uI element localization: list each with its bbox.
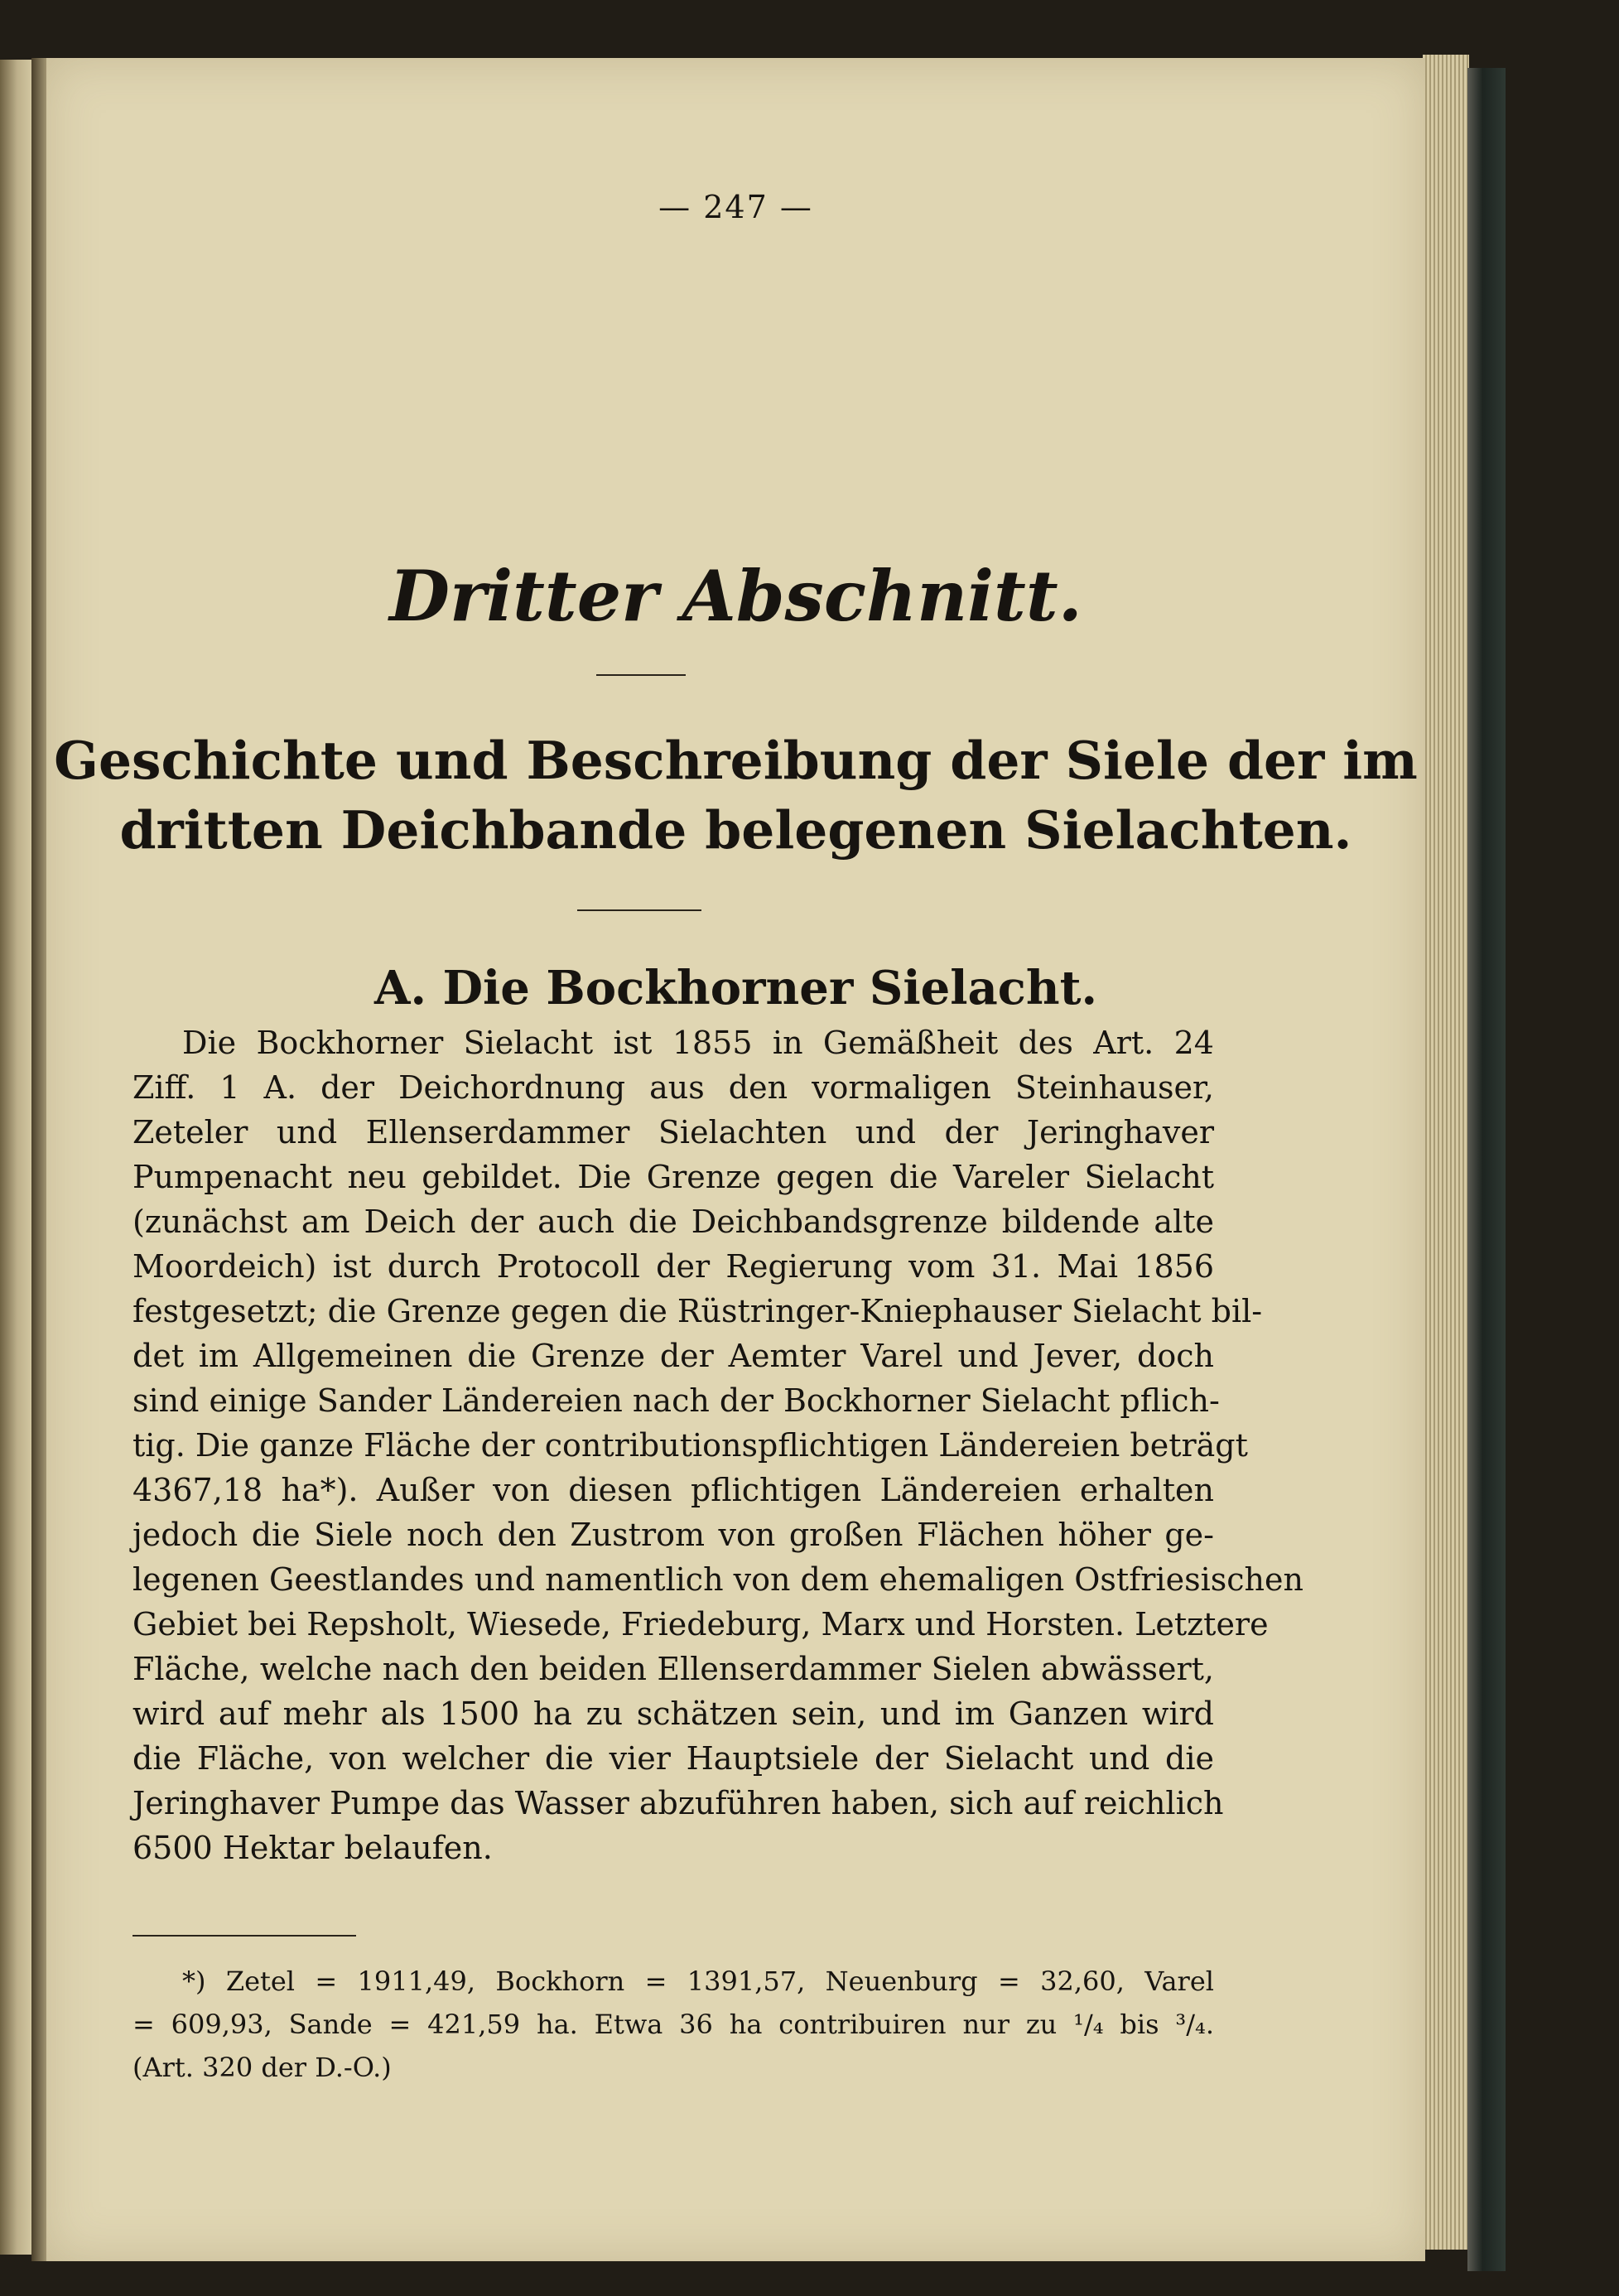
body-line: 6500 Hektar belaufen.: [133, 1830, 493, 1866]
body-line: Zeteler und Ellenserdammer Sielachten und der Jeringhaver: [133, 1114, 1214, 1150]
footnote-line: (Art. 320 der D.-O.): [133, 2052, 392, 2083]
body-line: festgesetzt; die Grenze gegen die Rüstringer-Kniephauser Sielacht bil-: [133, 1293, 1263, 1329]
chapter-title-line: Geschichte und Beschreibung der Siele der im: [54, 730, 1418, 791]
left-page-edge: [0, 60, 31, 2255]
footnote-rule: [133, 1935, 356, 1937]
chapter-title: [46, 726, 1425, 865]
book-page: [46, 58, 1425, 2261]
divider-rule: [577, 909, 701, 911]
subsection-heading: A. Die Bockhorner Sielacht.: [374, 961, 1097, 1015]
body-line: Moordeich) ist durch Protocoll der Regierung vom 31. Mai 1856: [133, 1248, 1214, 1285]
body-line: Jeringhaver Pumpe das Wasser abzuführen haben, sich auf reichlich: [133, 1785, 1224, 1821]
body-line: sind einige Sander Ländereien nach der Bockhorner Sielacht pflich-: [133, 1382, 1220, 1419]
body-line: 4367,18 ha*). Außer von diesen pflichtigen Ländereien erhalten: [133, 1472, 1214, 1508]
book-cover-edge: [1467, 68, 1506, 2271]
body-line: (zunächst am Deich der auch die Deichbandsgrenze bildende alte: [133, 1203, 1214, 1240]
section-heading: Dritter Abschnitt.: [389, 555, 1082, 637]
body-line: Ziff. 1 A. der Deichordnung aus den vormaligen Steinhauser,: [133, 1069, 1214, 1106]
body-line: die Fläche, von welcher die vier Hauptsiele der Sielacht und die: [133, 1740, 1214, 1777]
body-line: wird auf mehr als 1500 ha zu schätzen sein, und im Ganzen wird: [133, 1695, 1214, 1732]
page-edges: [1423, 55, 1469, 2250]
body-line: legenen Geestlandes und namentlich von dem ehemaligen Ostfriesischen: [133, 1561, 1303, 1598]
body-line: Die Bockhorner Sielacht ist 1855 in Gemäßheit des Art. 24: [182, 1025, 1214, 1061]
body-line: jedoch die Siele noch den Zustrom von großen Flächen höher ge-: [133, 1517, 1214, 1553]
body-line: Fläche, welche nach den beiden Ellenserdammer Sielen abwässert,: [133, 1651, 1214, 1687]
body-line: Gebiet bei Repsholt, Wiesede, Friedeburg, Marx und Horsten. Letztere: [133, 1606, 1269, 1642]
footnote-line: *) Zetel = 1911,49, Bockhorn = 1391,57, Neuenburg = 32,60, Varel: [182, 1966, 1214, 1997]
footnote-line: = 609,93, Sande = 421,59 ha. Etwa 36 ha contribuiren nur zu ¹/₄ bis ³/₄.: [133, 2009, 1214, 2040]
divider-rule: [596, 674, 686, 676]
body-line: Pumpenacht neu gebildet. Die Grenze gegen die Vareler Sielacht: [133, 1159, 1214, 1195]
body-line: tig. Die ganze Fläche der contributionspflichtigen Ländereien beträgt: [133, 1427, 1248, 1464]
page-number: — 247 —: [658, 189, 813, 225]
body-line: det im Allgemeinen die Grenze der Aemter Varel und Jever, doch: [133, 1338, 1214, 1374]
chapter-title-line: dritten Deichbande belegenen Sielachten.: [119, 799, 1352, 861]
